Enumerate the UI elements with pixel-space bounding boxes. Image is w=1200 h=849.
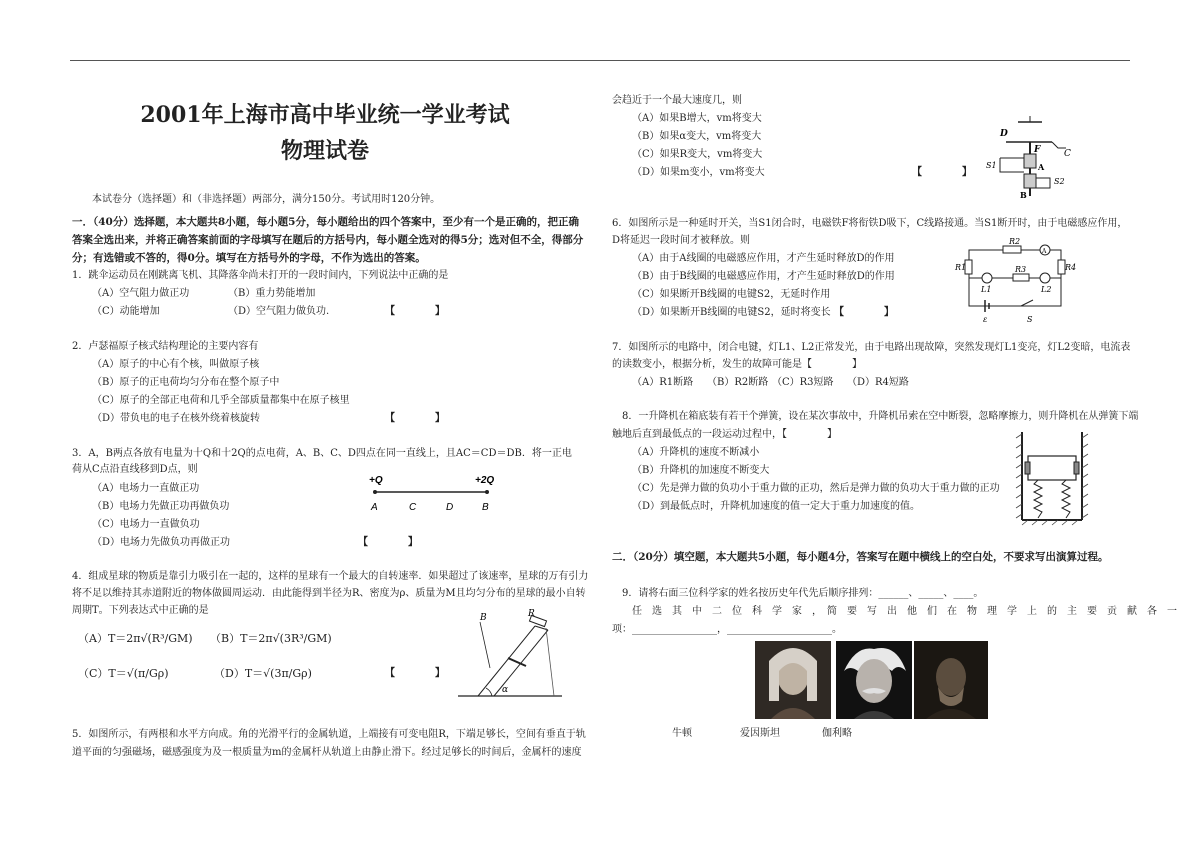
q7-fig-label-s: S — [1027, 315, 1033, 324]
q7-stem-line2: 的读数变小，根据分析，发生的故障可能是【 】 — [612, 359, 862, 370]
q4-stem-line1: 4．组成星球的物质是靠引力吸引在一起的，这样的星球有一个最大的自转速率．如果超过了该速率，星球的万有引力 — [72, 571, 589, 582]
q6-fig-label-a: A — [1038, 162, 1045, 172]
q2-answer-bracket[interactable]: 【 】 — [385, 413, 445, 424]
q6-relay-figure — [980, 112, 1075, 202]
caption-newton: 牛顿 — [672, 728, 692, 739]
q5-incline-rail-figure — [450, 608, 570, 703]
q7-circuit-figure — [955, 234, 1075, 324]
q8-option-a: （A）升降机的速度不断减小 — [632, 447, 760, 458]
q5-answer-bracket[interactable]: 【 】 — [912, 167, 972, 178]
q8-stem-line2: 触地后直到最低点的一段运动过程中，【 】 — [612, 429, 837, 440]
q7-fig-label-r4: R4 — [1065, 263, 1077, 272]
q4-option-c: （C）T＝√(π/Gρ) — [78, 667, 169, 680]
q3-option-a: （A）电场力一直做正功 — [92, 483, 200, 494]
q9-stem: 9．请将右面三位科学家的姓名按历史年代先后顺序排列：______、_____、____。 — [622, 588, 984, 599]
q6-fig-label-d: D — [1000, 129, 1008, 139]
q5-stem-cont: 会趋近于一个最大速度几，则 — [612, 95, 742, 106]
q1-option-a: （A）空气阻力做正功 — [92, 288, 190, 299]
q6-fig-label-f: F — [1034, 145, 1041, 155]
caption-galileo: 伽利略 — [822, 728, 852, 739]
q8-option-b: （B）升降机的加速度不断变大 — [632, 465, 770, 476]
section1-line2: 答案全选出来，并将正确答案前面的字母填写在题后的方括号内，每小题全选对的得5分；选对但不全，得部分 — [72, 234, 584, 246]
q3-fig-charge-left: +Q — [369, 475, 383, 486]
newton-portrait — [755, 641, 831, 719]
q1-option-d: （D）空气阻力做负功. — [228, 306, 330, 317]
q6-option-b: （B）由于B线圈的电磁感应作用，才产生延时释放D的作用 — [632, 271, 895, 282]
q7-option-d: （D）R4短路 — [847, 377, 909, 388]
q7-fig-label-r2: R2 — [1009, 237, 1021, 246]
q3-fig-charge-right: +2Q — [475, 475, 495, 486]
top-rule — [70, 60, 1130, 61]
q3-charge-figure — [365, 470, 500, 518]
q5-option-b: （B）如果α变大，vm将变大 — [632, 131, 762, 142]
exam-subtitle: 物理试卷 — [280, 138, 369, 164]
q3-stem-line1: 3．A，B两点各放有电量为十Q和十2Q的点电荷，A、B、C、D四点在同一直线上，且AC＝CD＝DB．将一正电 — [72, 448, 572, 459]
q2-option-a: （A）原子的中心有个核，叫做原子核 — [92, 359, 260, 370]
q2-option-d: （D）带负电的电子在核外绕着核旋转 — [92, 413, 261, 424]
q3-fig-point-b: B — [482, 502, 489, 513]
q7-fig-label-r1: R1 — [955, 263, 967, 272]
q7-fig-label-l2: L2 — [1041, 285, 1052, 294]
q4-option-b: （B）T＝2π√(3R³/GM) — [210, 632, 332, 645]
section2-heading: 二．（20分）填空题，本大题共5小题，每小题4分，答案写在题中横线上的空白处，不要求写出演算过程。 — [612, 551, 1109, 563]
q5-option-a: （A）如果B增大，vm将变大 — [632, 113, 762, 124]
caption-einstein: 爱因斯坦 — [740, 728, 780, 739]
q2-stem: 2．卢瑟福原子核式结构理论的主要内容有 — [72, 341, 259, 352]
q2-option-b: （B）原子的正电荷均匀分布在整个原子中 — [92, 377, 280, 388]
q7-option-b: （B）R2断路 — [707, 377, 769, 388]
q8-stem-line1: 8．一升降机在箱底装有若干个弹簧，设在某次事故中，升降机吊索在空中断裂，忽略摩擦力，则升降机在从弹簧下端 — [622, 411, 1139, 422]
q4-option-a: （A）T＝2π√(R³/GM) — [78, 632, 193, 645]
q6-stem-line2: D将延迟一段时间才被释放。则 — [612, 235, 751, 246]
q9-line2: 任 选 其 中 二 位 科 学 家 ， 简 要 写 出 他 们 在 物 理 学 上 的 主 要 贡 献 各 一 — [632, 606, 1177, 617]
q7-option-a: （A）R1断路 — [632, 377, 694, 388]
q3-fig-point-d: D — [446, 502, 454, 513]
q6-fig-label-s1: S1 — [986, 161, 997, 170]
q5-fig-label-b: B — [480, 613, 487, 623]
q1-option-b: （B）重力势能增加 — [228, 288, 316, 299]
q2-option-c: （C）原子的全部正电荷和几乎全部质量都集中在原子核里 — [92, 395, 350, 406]
q8-elevator-figure — [1012, 428, 1092, 526]
q4-option-d: （D）T＝√(3π/Gρ) — [214, 667, 312, 680]
q4-stem-line3: 周期T。下列表达式中正确的是 — [72, 605, 209, 616]
q3-fig-point-a: A — [371, 502, 378, 513]
q4-answer-bracket[interactable]: 【 】 — [385, 668, 445, 679]
q6-answer-bracket[interactable]: 【 】 — [834, 307, 894, 318]
q6-option-a: （A）由于A线圈的电磁感应作用，才产生延时释放D的作用 — [632, 253, 895, 264]
q3-stem-line2: 荷从C点沿直线移到D点，则 — [72, 464, 198, 475]
q6-option-c: （C）如果断开B线圈的电键S2，无延时作用 — [632, 289, 831, 300]
einstein-portrait — [836, 641, 912, 719]
q3-option-c: （C）电场力一直做负功 — [92, 519, 200, 530]
q1-answer-bracket[interactable]: 【 】 — [385, 306, 445, 317]
q6-option-d: （D）如果断开B线圈的电键S2，延时将变长 — [632, 307, 831, 318]
q4-stem-line2: 将不足以维持其赤道附近的物体做圆周运动．由此能得到半径为R、密度为ρ、质量为M且均匀分布的星球的最小自转 — [72, 588, 586, 599]
q3-option-b: （B）电场力先做正功再做负功 — [92, 501, 230, 512]
q5-option-c: （C）如果R变大，vm将变大 — [632, 149, 763, 160]
q7-fig-label-l1: L1 — [981, 285, 992, 294]
q1-stem: 1．跳伞运动员在刚跳离飞机、其降落伞尚未打开的一段时间内，下列说法中正确的是 — [72, 270, 449, 281]
q3-fig-point-c: C — [409, 502, 417, 513]
q5-fig-label-r: R — [528, 609, 535, 619]
intro-text: 本试卷分（选择题）和（非选择题）两部分，满分150分。考试用时120分钟。 — [92, 194, 441, 205]
q7-fig-label-emf: ε — [983, 315, 988, 324]
q5-stem-line2: 道平面的匀强磁场，磁感强度为及一根质量为m的金属杆从轨道上由静止滑下。经过足够长的时间后，金属杆的速度 — [72, 747, 582, 758]
exam-title: 2001年上海市高中毕业统一学业考试 — [140, 102, 510, 128]
q5-fig-label-alpha: α — [502, 685, 509, 695]
q7-option-c: （C）R3短路 — [772, 377, 834, 388]
q8-option-c: （C）先是弹力做的负功小于重力做的正功，然后是弹力做的负功大于重力做的正功 — [632, 483, 1000, 494]
q1-option-c: （C）动能增加 — [92, 306, 160, 317]
q6-fig-label-c: C — [1064, 149, 1071, 159]
q5-stem-line1: 5．如图所示，有两根和水平方向成。角的光滑平行的金属轨道，上端接有可变电阻R，下端足够长，空间有垂直于轨 — [72, 729, 586, 740]
q8-option-d: （D）到最低点时，升降机加速度的值一定大于重力加速度的值。 — [632, 501, 921, 512]
q5-option-d: （D）如果m变小，vm将变大 — [632, 167, 765, 178]
q3-answer-bracket[interactable]: 【 】 — [358, 537, 418, 548]
q7-stem-line1: 7．如图所示的电路中，闭合电键，灯L1、L2正常发光，由于电路出现故障，突然发现灯L1变亮，灯L2变暗，电流表 — [612, 342, 1131, 353]
q6-fig-label-b: B — [1020, 190, 1027, 200]
q3-option-d: （D）电场力先做负功再做正功 — [92, 537, 231, 548]
q6-stem-line1: 6．如图所示是一种延时开关，当S1闭合时，电磁铁F将衔铁D吸下，C线路接通。当S1断开时，由于电磁感应作用， — [612, 218, 1128, 229]
section1-line3: 分；有选错或不答的，得0分。填写在方括号外的字母，不作为选出的答案。 — [72, 252, 426, 264]
galileo-portrait — [914, 641, 988, 719]
q7-fig-label-ammeter: A — [1042, 248, 1047, 255]
section1-line1: 一．（40分）选择题，本大题共8小题，每小题5分，每小题给出的四个答案中，至少有一个是正确的，把正确 — [72, 216, 579, 228]
q9-line3: 项：_________________，_____________________。 — [612, 624, 842, 635]
q7-fig-label-r3: R3 — [1015, 265, 1027, 274]
q6-fig-label-s2: S2 — [1054, 177, 1065, 186]
